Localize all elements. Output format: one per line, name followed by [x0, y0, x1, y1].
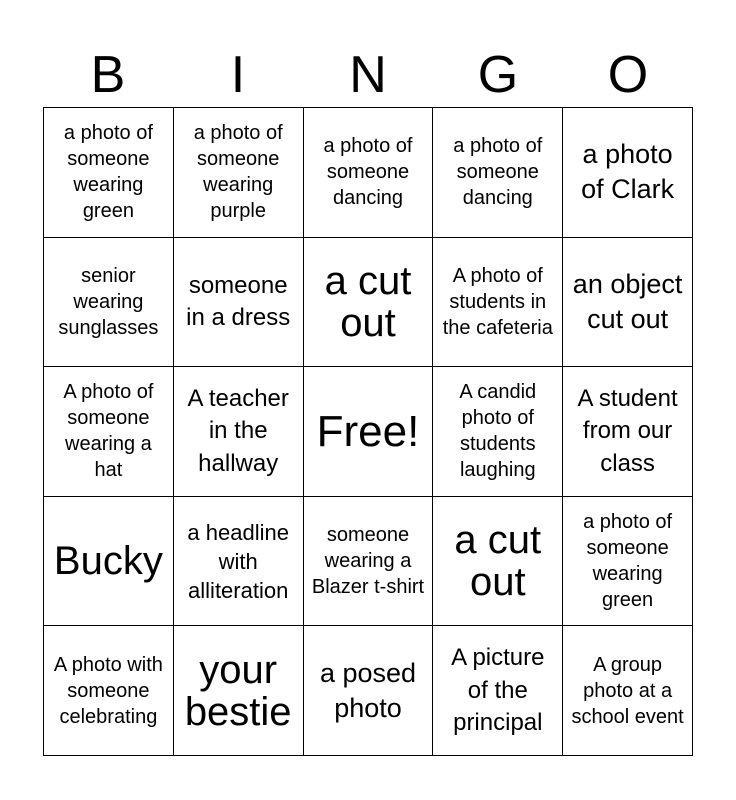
header-letter-i: I — [230, 46, 246, 104]
header-letter-b: B — [90, 46, 126, 104]
bingo-cell-r2c1[interactable]: senior wearing sunglasses — [44, 238, 174, 368]
header-letter-o: O — [607, 46, 649, 104]
bingo-cell-r1c1[interactable]: a photo of someone wearing green — [44, 108, 174, 238]
bingo-cell-r5c4[interactable]: A picture of the principal — [433, 626, 563, 756]
bingo-cell-r5c1[interactable]: A photo with someone celebrating — [44, 626, 174, 756]
bingo-cell-r2c4[interactable]: A photo of students in the cafeteria — [433, 238, 563, 368]
bingo-cell-r2c2[interactable]: someone in a dress — [174, 238, 304, 368]
bingo-cell-r2c3[interactable]: a cut out — [304, 238, 434, 368]
bingo-cell-r3c1[interactable]: A photo of someone wearing a hat — [44, 367, 174, 497]
bingo-cell-r5c5[interactable]: A group photo at a school event — [563, 626, 693, 756]
bingo-cell-r4c5[interactable]: a photo of someone wearing green — [563, 497, 693, 627]
bingo-header — [43, 44, 693, 106]
header-letter-g: G — [477, 46, 519, 104]
bingo-cell-r4c4[interactable]: a cut out — [433, 497, 563, 627]
bingo-cell-r3c2[interactable]: A teacher in the hallway — [174, 367, 304, 497]
bingo-cell-r1c3[interactable]: a photo of someone dancing — [304, 108, 434, 238]
bingo-cell-r1c2[interactable]: a photo of someone wearing purple — [174, 108, 304, 238]
bingo-cell-r5c2[interactable]: your bestie — [174, 626, 304, 756]
bingo-cell-r1c4[interactable]: a photo of someone dancing — [433, 108, 563, 238]
bingo-card-grid — [43, 107, 693, 756]
bingo-cell-r3c4[interactable]: A candid photo of students laughing — [433, 367, 563, 497]
bingo-cell-r4c1[interactable]: Bucky — [44, 497, 174, 627]
bingo-cell-r2c5[interactable]: an object cut out — [563, 238, 693, 368]
bingo-cell-r4c2[interactable]: a headline with alliteration — [174, 497, 304, 627]
bingo-cell-r1c5[interactable]: a photo of Clark — [563, 108, 693, 238]
bingo-cell-free[interactable]: Free! — [304, 367, 434, 497]
bingo-cell-r4c3[interactable]: someone wearing a Blazer t-shirt — [304, 497, 434, 627]
bingo-cell-r5c3[interactable]: a posed photo — [304, 626, 434, 756]
bingo-cell-r3c5[interactable]: A student from our class — [563, 367, 693, 497]
header-letter-n: N — [349, 46, 387, 104]
